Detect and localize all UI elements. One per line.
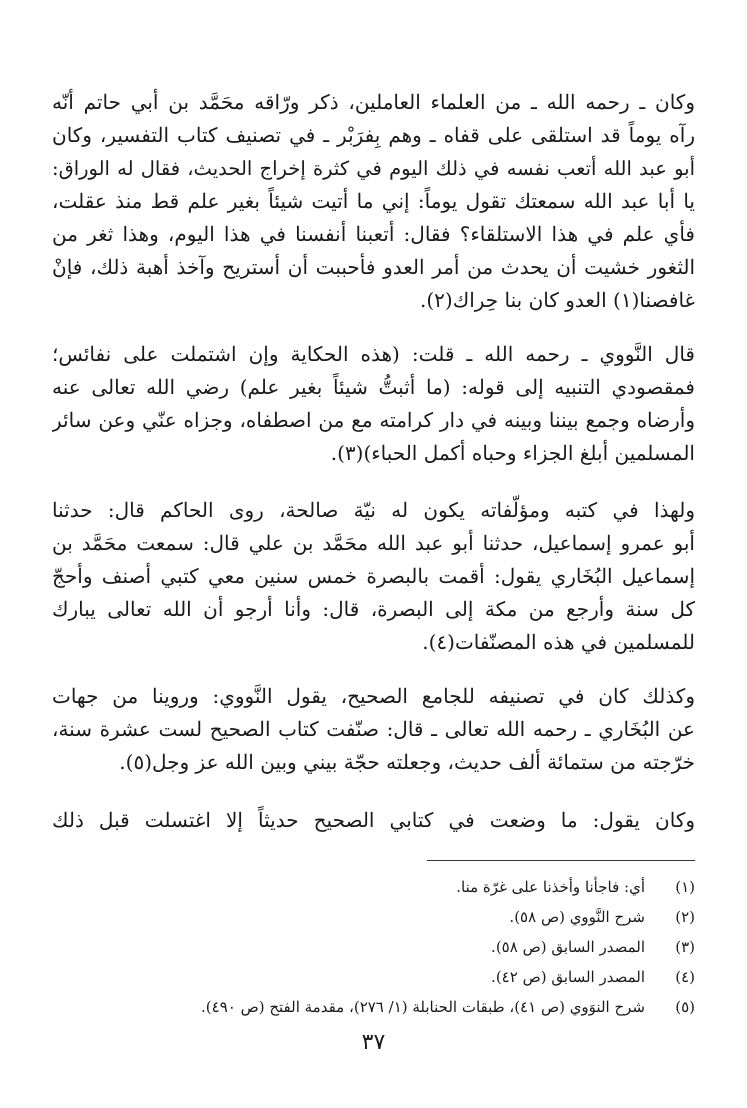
footnote xyxy=(52,932,695,962)
text-line: خرّجته من ستمائة ألف حديث، وجعلته حجّة بيني وبين الله عز وجل(٥). xyxy=(119,750,695,774)
footnote-number: (٥) xyxy=(675,998,695,1016)
text-line: فمقصودي التنبيه إلى قوله: (ما أثبتُّ شيئاً بغير علم) رضي الله تعالى عنه xyxy=(52,375,695,399)
text-line: إسماعيل البُخَاري يقول: أقمت بالبصرة خمس سنين معي كتبي أصنف وأحجّ xyxy=(52,564,695,588)
text-line: كل سنة وأرجع من مكة إلى البصرة، قال: وأنا أرجو أن الله تعالى يبارك xyxy=(52,597,695,621)
text-line: المسلمين أبلغ الجزاء وحباه أكمل الحباء)(٣). xyxy=(330,441,695,465)
footnote-number: (٤) xyxy=(675,968,695,986)
paragraph-1 xyxy=(52,86,695,317)
paragraph-2 xyxy=(52,338,695,470)
footnote-divider xyxy=(427,860,695,861)
paragraph-5 xyxy=(52,804,695,837)
paragraph-4 xyxy=(52,680,695,779)
footnote xyxy=(52,902,695,932)
text-line: ولهذا في كتبه ومؤلّفاته يكون له نيّة صالحة، روى الحاكم قال: حدثنا xyxy=(52,498,695,522)
footnote xyxy=(52,992,695,1022)
footnote-text: المصدر السابق (ص ٤٢). xyxy=(491,968,645,986)
footnote xyxy=(52,872,695,902)
footnote-number: (١) xyxy=(675,878,695,896)
text-line: أبو عمرو إسماعيل، حدثنا أبو عبد الله محَمَّد بن علي قال: سمعت محَمَّد بن xyxy=(52,531,695,555)
text-line: وكان يقول: ما وضعت في كتابي الصحيح حديثاً إلا اغتسلت قبل ذلك xyxy=(52,808,695,832)
footnote-text: شرح النوَوي (ص ٤١)، طبقات الحنابلة (١/ ٢٧٦)، مقدمة الفتح (ص ٤٩٠). xyxy=(201,998,645,1016)
page-number: ٣٧ xyxy=(361,1030,386,1055)
footnote-text: أي: فاجأنا وأخذنا على غرّة منا. xyxy=(456,878,645,896)
text-line: وكان ـ رحمه الله ـ من العلماء العاملين، ذكر ورّاقه محَمَّد بن أبي حاتم أنّه xyxy=(52,90,695,114)
text-line: قال النَّووي ـ رحمه الله ـ قلت: (هذه الحكاية وإن اشتملت على نفائس؛ xyxy=(52,342,695,366)
text-line: للمسلمين في هذه المصنّفات(٤). xyxy=(422,630,695,654)
text-line: وأرضاه وجمع بيننا وبينه في دار كرامته مع من اصطفاه، وجزاه عنّي وعن سائر xyxy=(52,408,695,432)
text-line: غافصنا(١) العدو كان بنا حِراك(٢). xyxy=(420,288,695,312)
text-line: فأي علم في هذا الاستلقاء؟ فقال: أتعبنا أنفسنا في هذا اليوم، وهذا ثغر من xyxy=(52,222,695,246)
text-line: الثغور خشيت أن يحدث من أمر العدو فأحببت أن أستريح وآخذ أهبة ذلك، فإنْ xyxy=(52,255,695,279)
text-line: يا أبا عبد الله سمعتك تقول يوماً: إني ما أتيت شيئاً بغير علم قط منذ عقلت، xyxy=(52,189,695,213)
footnote-text: المصدر السابق (ص ٥٨). xyxy=(491,938,645,956)
footnote-number: (٢) xyxy=(675,908,695,926)
footnote-text: شرح النَّووي (ص ٥٨). xyxy=(509,908,645,926)
text-line: أبو عبد الله أتعب نفسه في ذلك اليوم في كثرة إخراج الحديث، فقال له الوراق: xyxy=(52,157,695,180)
footnote xyxy=(52,962,695,992)
text-line: رآه يوماً قد استلقى على قفاه ـ وهم بِفرَبْر ـ في تصنيف كتاب التفسير، وكان xyxy=(52,123,695,147)
text-line: عن البُخَاري ـ رحمه الله تعالى ـ قال: صنّفت كتاب الصحيح لست عشرة سنة، xyxy=(52,717,695,741)
paragraph-3 xyxy=(52,494,695,659)
footnote-number: (٣) xyxy=(675,938,695,956)
text-line: وكذلك كان في تصنيفه للجامع الصحيح، يقول النَّووي: وروينا من جهات xyxy=(52,684,695,708)
